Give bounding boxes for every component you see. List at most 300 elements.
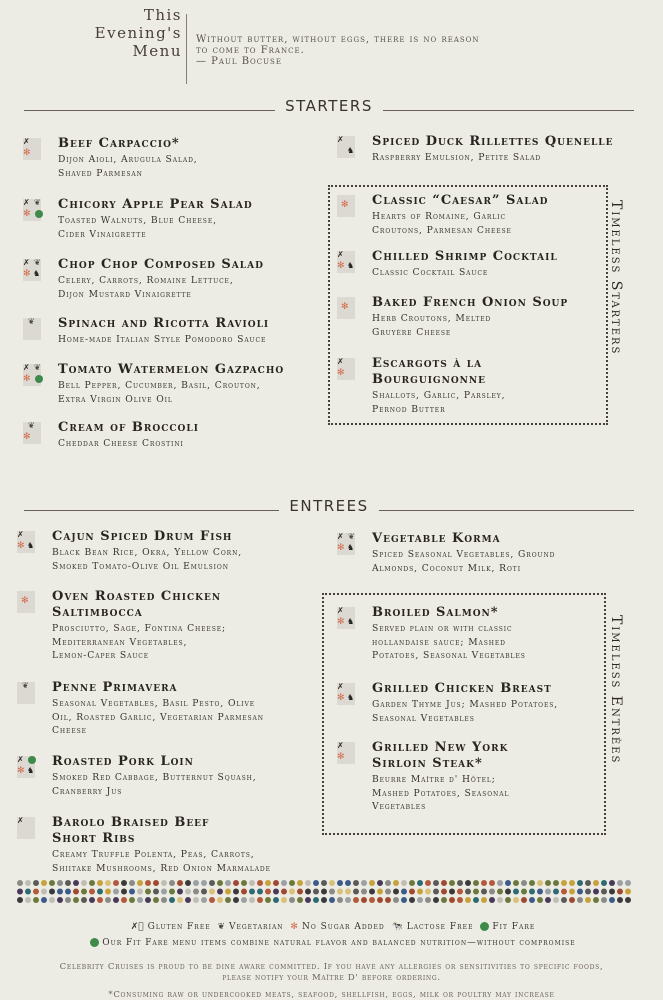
fit-fare-icon <box>35 210 43 218</box>
timeless-starters-label: Timeless Starters <box>608 200 624 356</box>
menu-item-description: hollandaise sauce; Mashed <box>372 636 506 648</box>
vegetarian-icon: ❦ <box>28 421 35 430</box>
decorative-dot <box>89 889 95 895</box>
menu-item-name: Cajun Spiced Drum Fish <box>52 529 233 544</box>
menu-item-name: Oven Roasted Chicken <box>52 589 222 604</box>
lactose-free-icon: ♞ <box>27 541 35 550</box>
decorative-dot <box>209 897 215 903</box>
timeless-entrees-label: Timeless Entrèes <box>608 615 624 765</box>
heading-rule <box>24 110 275 111</box>
decorative-dot <box>217 880 223 886</box>
menu-item <box>22 362 312 422</box>
menu-item-description: Hearts of Romaine, Garlic <box>372 211 506 222</box>
decorative-dot <box>409 889 415 895</box>
decorative-dot <box>353 889 359 895</box>
decorative-dot <box>345 897 351 903</box>
decorative-dot <box>433 880 439 886</box>
decorative-dot <box>401 897 407 903</box>
decorative-dot <box>513 880 519 886</box>
fit-fare-note-text: Our Fit Fare menu items combine natural flavor and balanced nutrition—without compromise <box>102 938 576 948</box>
decorative-dot <box>241 889 247 895</box>
menu-item <box>336 531 626 591</box>
decorative-dot <box>361 889 367 895</box>
decorative-dot <box>617 889 623 895</box>
decorative-dot <box>385 897 391 903</box>
fine-print-line: Celebrity Cruises is proud to be dine aware committed. If you have any allergies or sensitivities to specific foods, <box>59 962 604 972</box>
header-divider <box>186 14 187 84</box>
lactose-free-icon: ♞ <box>347 146 355 155</box>
legend-fit-fare: Fit Fare <box>492 922 536 932</box>
decorative-dot <box>153 880 159 886</box>
menu-item <box>22 420 312 480</box>
gluten-free-icon: ✗ <box>337 532 344 541</box>
lactose-free-icon: ♞ <box>347 617 355 626</box>
menu-item-description: Mashed Potatoes, Seasonal <box>372 787 510 799</box>
decorative-dot <box>497 880 503 886</box>
decorative-dot <box>561 897 567 903</box>
decorative-dot <box>73 897 79 903</box>
decorative-dot <box>369 880 375 886</box>
menu-item-name: Grilled New York <box>372 740 509 755</box>
no-sugar-added-icon: ✻ <box>23 432 31 442</box>
decorative-dot <box>17 897 23 903</box>
decorative-dot <box>241 897 247 903</box>
quote-attribution: — Paul Bocuse <box>196 56 282 67</box>
no-sugar-added-icon: ✻ <box>17 766 25 776</box>
heading-rule <box>383 110 634 111</box>
decorative-dot <box>81 897 87 903</box>
decorative-dot <box>329 880 335 886</box>
decorative-dot <box>65 897 71 903</box>
decorative-dot <box>401 889 407 895</box>
legend-gluten-free: Gluten Free <box>147 922 211 932</box>
decorative-dot <box>57 889 63 895</box>
lactose-free-icon: ♞ <box>347 543 355 552</box>
decorative-dot <box>545 880 551 886</box>
gluten-free-icon: ✗ <box>337 741 344 750</box>
decorative-dot <box>113 889 119 895</box>
decorative-dot <box>153 897 159 903</box>
decorative-dot <box>161 889 167 895</box>
decorative-dot <box>161 880 167 886</box>
fit-fare-icon <box>90 938 99 947</box>
decorative-dot <box>465 880 471 886</box>
decorative-dot <box>361 897 367 903</box>
decorative-dot <box>417 897 423 903</box>
decorative-dot <box>225 889 231 895</box>
decorative-dot <box>321 880 327 886</box>
decorative-dot <box>585 889 591 895</box>
menu-item-name: Chop Chop Composed Salad <box>58 257 264 272</box>
menu-item-description: Celery, Carrots, Romaine Lettuce, <box>58 275 234 286</box>
decorative-dot <box>553 897 559 903</box>
timeless-starters-box <box>328 185 608 425</box>
decorative-dot <box>209 880 215 886</box>
decorative-dot <box>481 897 487 903</box>
menu-item <box>16 680 306 740</box>
decorative-dot <box>33 880 39 886</box>
decorative-dot <box>289 897 295 903</box>
menu-item-name: Bourguignonne <box>372 372 486 387</box>
decorative-dot <box>553 889 559 895</box>
no-sugar-added-icon: ✻ <box>341 200 349 210</box>
menu-title <box>62 6 182 60</box>
decorative-dot <box>353 897 359 903</box>
decorative-dot <box>89 880 95 886</box>
decorative-dot <box>601 897 607 903</box>
decorative-dot <box>257 897 263 903</box>
decorative-dot <box>521 897 527 903</box>
decorative-dot <box>225 897 231 903</box>
decorative-dot <box>441 889 447 895</box>
no-sugar-added-icon: ✻ <box>23 374 31 384</box>
decorative-dot <box>137 889 143 895</box>
gluten-free-icon: ✗ <box>337 357 344 366</box>
decorative-dot <box>321 897 327 903</box>
decorative-dot <box>409 897 415 903</box>
lactose-free-icon: ♞ <box>27 766 35 775</box>
menu-item-name: Classic “Caesar” Salad <box>372 193 549 208</box>
menu-item <box>16 589 306 661</box>
menu-item-description: Smoked Red Cabbage, Butternut Squash, <box>52 772 257 783</box>
decorative-dot <box>113 880 119 886</box>
no-sugar-added-icon: ✻ <box>337 368 345 378</box>
no-sugar-added-icon: ✻ <box>290 922 299 932</box>
decorative-dot <box>505 897 511 903</box>
decorative-dot <box>497 897 503 903</box>
decorative-dot <box>585 897 591 903</box>
decorative-dot <box>449 880 455 886</box>
decorative-dot <box>393 880 399 886</box>
quote-line: Without butter, without eggs, there is no reason <box>196 34 480 45</box>
lactose-free-icon: ♞ <box>33 269 41 278</box>
decorative-dot <box>145 889 151 895</box>
decorative-dot <box>281 880 287 886</box>
decorative-dot <box>169 897 175 903</box>
decorative-dot <box>121 897 127 903</box>
dietary-icons <box>16 756 42 778</box>
gluten-free-icon: ✗ <box>337 682 344 691</box>
decorative-dot <box>609 889 615 895</box>
decorative-dot <box>265 880 271 886</box>
heading-rule <box>24 510 279 511</box>
decorative-dot <box>73 889 79 895</box>
decorative-dot <box>233 880 239 886</box>
decorative-dot <box>473 880 479 886</box>
decorative-dot <box>313 897 319 903</box>
decorative-dot <box>585 880 591 886</box>
decorative-dot <box>337 880 343 886</box>
menu-item-name: Penne Primavera <box>52 680 178 695</box>
fit-fare-icon <box>480 922 489 931</box>
menu-item-description: Prosciutto, Sage, Fontina Cheese; <box>52 623 226 634</box>
decorative-dot <box>289 889 295 895</box>
menu-item-description: Black Bean Rice, Okra, Yellow Corn, <box>52 547 243 558</box>
menu-item-description: Vegetables <box>372 801 427 812</box>
decorative-dot <box>185 880 191 886</box>
dietary-icons <box>16 591 42 613</box>
menu-item-description: Cranberry Jus <box>52 785 123 797</box>
decorative-dot <box>145 897 151 903</box>
gluten-free-icon: ✗ <box>23 258 30 267</box>
entrees-heading-text: ENTREES <box>289 497 369 515</box>
no-sugar-added-icon: ✻ <box>337 261 345 271</box>
no-sugar-added-icon: ✻ <box>23 209 31 219</box>
legend-lactose-free: Lactose Free <box>406 922 474 932</box>
decorative-dot <box>513 889 519 895</box>
decorative-dot <box>601 880 607 886</box>
legend-no-sugar: No Sugar Added <box>301 922 385 932</box>
decorative-dot <box>129 889 135 895</box>
decorative-dot <box>273 897 279 903</box>
menu-item-name: Vegetable Korma <box>372 531 501 546</box>
decorative-dot <box>449 897 455 903</box>
fit-fare-icon <box>35 375 43 383</box>
decorative-dot <box>521 880 527 886</box>
menu-item-name: Broiled Salmon* <box>372 605 499 620</box>
decorative-dot <box>425 889 431 895</box>
decorative-dot <box>393 889 399 895</box>
decorative-dot <box>457 880 463 886</box>
decorative-dot <box>281 889 287 895</box>
decorative-dot <box>265 897 271 903</box>
decorative-dot <box>193 889 199 895</box>
dietary-icons <box>336 136 362 158</box>
menu-item-description: Dijon Mustard Vinaigrette <box>58 288 192 300</box>
menu-item-description: Seasonal Vegetables, Basil Pesto, Olive <box>52 698 256 709</box>
decorative-dot <box>201 897 207 903</box>
decorative-dot <box>81 880 87 886</box>
decorative-dot <box>305 880 311 886</box>
decorative-dot <box>393 897 399 903</box>
decorative-dot <box>273 889 279 895</box>
decorative-dot <box>457 897 463 903</box>
decorative-dot <box>385 880 391 886</box>
legend-vegetarian: Vegetarian <box>229 922 284 932</box>
decorative-dot <box>185 897 191 903</box>
decorative-dot <box>545 897 551 903</box>
decorative-dot <box>433 889 439 895</box>
decorative-dot <box>417 880 423 886</box>
decorative-dot <box>377 880 383 886</box>
decorative-dot <box>569 889 575 895</box>
decorative-dot <box>441 897 447 903</box>
decorative-dot <box>177 897 183 903</box>
decorative-dot <box>425 897 431 903</box>
gluten-free-icon: ✗ <box>337 135 344 144</box>
menu-item-description: Pernod Butter <box>372 403 446 415</box>
menu-item-name: Beef Carpaccio* <box>58 136 180 151</box>
decorative-dot <box>409 880 415 886</box>
decorative-dot <box>57 880 63 886</box>
quote-line: to come to France. <box>196 45 305 56</box>
menu-title-line: Menu <box>132 42 182 60</box>
dietary-icons <box>16 817 42 839</box>
gluten-free-icon: ✗ <box>23 363 30 372</box>
timeless-entrees-box <box>322 593 606 835</box>
menu-item-description: Oil, Roasted Garlic, Vegetarian Parmesan <box>52 711 264 723</box>
decorative-dot <box>401 880 407 886</box>
dietary-icons <box>16 531 42 553</box>
fit-fare-icon <box>28 756 36 764</box>
no-sugar-added-icon: ✻ <box>337 752 345 762</box>
heading-rule <box>379 510 634 511</box>
menu-item-name: Grilled Chicken Breast <box>372 681 552 696</box>
decorative-dot <box>137 897 143 903</box>
dietary-icons <box>22 259 48 281</box>
decorative-dot <box>121 880 127 886</box>
decorative-dot <box>33 889 39 895</box>
lactose-free-icon: 🐄 <box>391 922 404 932</box>
vegetarian-icon: ❦ <box>22 681 29 690</box>
menu-item-description: Spiced Seasonal Vegetables, Ground <box>372 549 556 560</box>
vegetarian-icon: ❦ <box>28 317 35 326</box>
decorative-dot <box>353 880 359 886</box>
decorative-dot <box>97 889 103 895</box>
menu-item-description: Extra Virgin Olive Oil <box>58 393 173 405</box>
decorative-dot <box>457 889 463 895</box>
decorative-dot <box>49 880 55 886</box>
decorative-dot <box>385 889 391 895</box>
decorative-dot <box>529 889 535 895</box>
menu-item <box>16 815 306 875</box>
menu-item-name: Chicory Apple Pear Salad <box>58 197 253 212</box>
menu-item-name: Short Ribs <box>52 831 136 846</box>
decorative-dot <box>273 880 279 886</box>
menu-item-description: Shiitake Mushrooms, Red Onion Marmalade <box>52 862 271 874</box>
decorative-dot <box>577 880 583 886</box>
menu-item <box>16 754 306 814</box>
menu-item-name: Roasted Pork Loin <box>52 754 194 769</box>
decorative-dot <box>233 889 239 895</box>
menu-item-description: Toasted Walnuts, Blue Cheese, <box>58 215 217 226</box>
menu-item-description: Garden Thyme Jus; Mashed Potatoes, <box>372 699 559 710</box>
menu-item-description: Home-made Italian Style Pomodoro Sauce <box>58 334 267 345</box>
decorative-dot <box>201 889 207 895</box>
fit-fare-note <box>0 938 663 948</box>
decorative-dot <box>473 897 479 903</box>
decorative-dot <box>489 880 495 886</box>
menu-item-description: Raspberry Emulsion, Petite Salad <box>372 152 542 163</box>
no-sugar-added-icon: ✻ <box>341 302 349 312</box>
decorative-dot <box>217 897 223 903</box>
dietary-icons <box>22 422 48 444</box>
menu-item-description: Classic Cocktail Sauce <box>372 267 489 278</box>
menu-item-description: Cheddar Cheese Crostini <box>58 438 184 449</box>
decorative-dot <box>609 897 615 903</box>
decorative-dot <box>481 880 487 886</box>
decorative-dot <box>625 897 631 903</box>
decorative-dot <box>169 880 175 886</box>
chef-quote <box>196 34 480 67</box>
menu-item-name: Cream of Broccoli <box>58 420 199 435</box>
decorative-dot <box>601 889 607 895</box>
decorative-dot <box>329 897 335 903</box>
decorative-dot <box>193 880 199 886</box>
decorative-dot <box>265 889 271 895</box>
decorative-dot <box>625 880 631 886</box>
decorative-dot <box>145 880 151 886</box>
decorative-dot <box>41 880 47 886</box>
decorative-dot <box>17 889 23 895</box>
no-sugar-added-icon: ✻ <box>337 693 345 703</box>
decorative-dot <box>41 897 47 903</box>
decorative-dot <box>537 897 543 903</box>
decorative-dot <box>257 880 263 886</box>
dietary-icons <box>336 533 362 555</box>
decorative-dot <box>369 897 375 903</box>
starters-heading <box>24 96 634 116</box>
decorative-dot <box>417 889 423 895</box>
fine-print-line: *Consuming raw or undercooked meats, seafood, shellfish, eggs, milk or poultry may increase <box>108 990 555 1000</box>
menu-item-name: Escargots à la <box>372 356 483 371</box>
decorative-dot <box>361 880 367 886</box>
decorative-dot <box>441 880 447 886</box>
decorative-dot <box>377 889 383 895</box>
menu-item-name: Barolo Braised Beef <box>52 815 210 830</box>
decorative-dot <box>369 889 375 895</box>
gluten-free-icon: ✗ͤ <box>130 922 145 932</box>
gluten-free-icon: ✗ <box>337 606 344 615</box>
decorative-dot <box>505 889 511 895</box>
decorative-dot <box>529 897 535 903</box>
menu-item-description: Seasonal Vegetables <box>372 712 475 724</box>
decorative-dot <box>177 889 183 895</box>
decorative-dot <box>529 880 535 886</box>
menu-item-name: Baked French Onion Soup <box>372 295 569 310</box>
decorative-dot <box>569 880 575 886</box>
menu-item-description: Dijon Aioli, Arugula Salad, <box>58 154 198 165</box>
decorative-dot <box>97 897 103 903</box>
decorative-dot <box>281 897 287 903</box>
decorative-dot <box>593 880 599 886</box>
decorative-dot <box>33 897 39 903</box>
no-sugar-added-icon: ✻ <box>337 543 345 553</box>
decorative-dot <box>425 880 431 886</box>
decorative-dot <box>129 897 135 903</box>
decorative-dot <box>489 897 495 903</box>
decorative-dot <box>97 880 103 886</box>
vegetarian-icon: ❦ <box>348 532 355 541</box>
menu-item-description: Lemon-Caper Sauce <box>52 650 150 661</box>
decorative-dot <box>105 880 111 886</box>
decorative-dot <box>169 889 175 895</box>
decorative-dot <box>185 889 191 895</box>
menu-item-description: Potatoes, Seasonal Vegetables <box>372 650 526 661</box>
decorative-dot <box>465 897 471 903</box>
menu-item-description: Bell Pepper, Cucumber, Basil, Crouton, <box>58 380 261 391</box>
decorative-dot <box>177 880 183 886</box>
menu-item <box>16 529 306 589</box>
decorative-dot <box>593 889 599 895</box>
lactose-free-icon: ♞ <box>347 693 355 702</box>
menu-item-name: Chilled Shrimp Cocktail <box>372 249 558 264</box>
dietary-icons <box>22 364 48 386</box>
decorative-dot <box>49 897 55 903</box>
no-sugar-added-icon: ✻ <box>337 617 345 627</box>
gluten-free-icon: ✗ <box>17 530 24 539</box>
decorative-dot <box>545 889 551 895</box>
decorative-dot <box>513 897 519 903</box>
no-sugar-added-icon: ✻ <box>23 269 31 279</box>
starters-heading-text: STARTERS <box>285 97 373 115</box>
decorative-dot <box>433 897 439 903</box>
decorative-dot <box>153 889 159 895</box>
decorative-dot <box>73 880 79 886</box>
dietary-icons <box>22 199 48 221</box>
decorative-dot <box>481 889 487 895</box>
lactose-free-icon: ♞ <box>347 261 355 270</box>
